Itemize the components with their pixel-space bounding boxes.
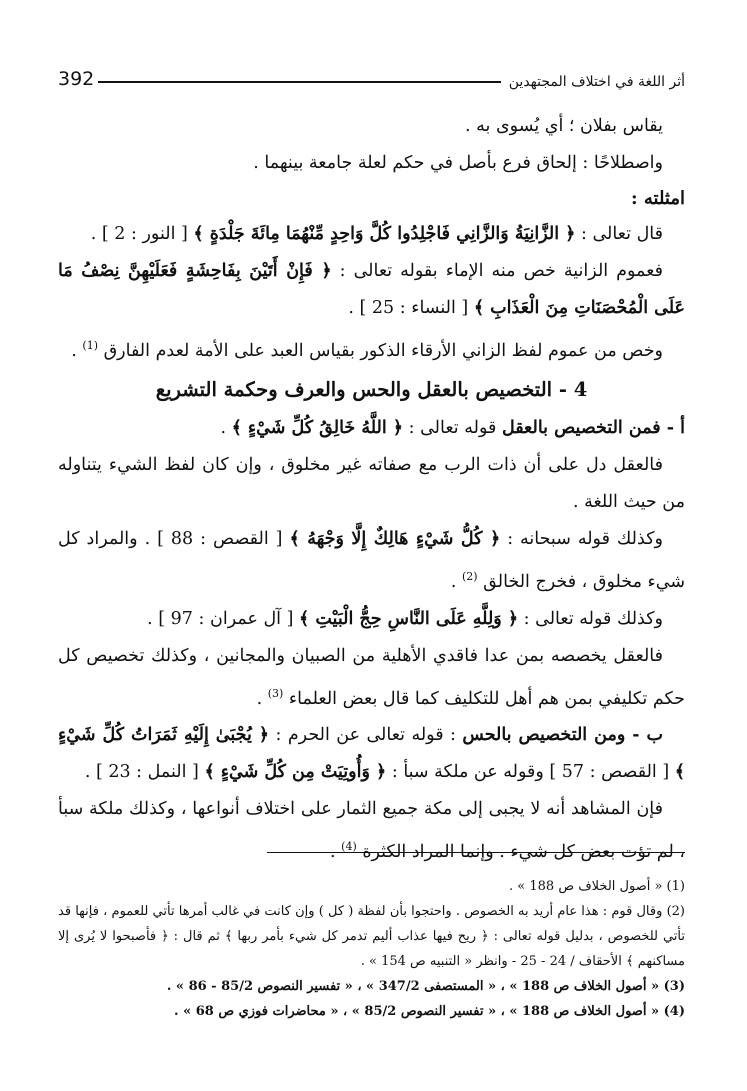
quran-verse: ﴿ الزَّانِيَةُ وَالزَّانِي فَاجْلِدُوا كُلَّ وَاحِدٍ مِّنْهُمَا مِائَةَ جَلْدَةٍ ﴾ (193, 224, 576, 244)
quran-verse: ﴿ اللَّهُ خَالِقُ كُلِّ شَيْءٍ ﴾ (231, 417, 404, 438)
section-heading: 4 - التخصيص بالعقل والحس والعرف وحكمة التشريع (155, 377, 588, 401)
footnote-marker: (4) (341, 840, 357, 854)
text: وكذلك قوله تعالى : (523, 608, 663, 629)
footnote: (2) وقال قوم : هذا عام أريد به الخصوص . واحتجوا بأن لفظة ( كل ) وإن كانت في غالب أمرها تأتي للعموم ، فإنها قد تأتي للخصوص ، بدليل قوله تعالى : ﴿ ريح فيها عذاب أليم تدمر كل شيء بأمر ربها ﴾ ثم قال : ﴿ فأصبحوا لا يُرى إلا مساكنهم ﴾ الأحقاف / 24 - 25 - وانظر « التنبيه ص 154 » . (58, 904, 685, 969)
quran-verse: ﴿ يُجْبَىٰ إِلَيْهِ ثَمَرَاتُ كُلِّ شَيْءٍ ﴾ (58, 725, 685, 783)
verse-reference: [ النور : 2 ] . (90, 224, 188, 244)
paragraph (58, 717, 685, 791)
paragraph: فالعقل يخصصه بمن عدا فاقدي الأهلية من الصبيان والمجانين ، وكذلك تخصيص كل حكم تكليفي بمن هم أهل للتكليف كما قال بعض العلماء $^{(3)}$ . (58, 645, 685, 709)
paragraph (58, 253, 685, 327)
footnote: (1) « أصول الخلاف ص 188 » . (509, 879, 685, 894)
footnote-marker: (2) (462, 569, 478, 583)
footnote: (3) « أصول الخلاف ص 188 » ، « المستصفى 347/2 » ، « تفسير النصوص 85/2 - 86 » . (166, 979, 685, 994)
quran-verse: ﴿ كُلُّ شَيْءٍ هَالِكٌ إِلَّا وَجْهَهُ ﴾ (289, 528, 501, 549)
examples-heading: امثلته : (630, 188, 685, 209)
paragraph: واصطلاحًا : إلحاق فرع بأصل في حكم لعلة جامعة بينهما . (253, 153, 663, 173)
quran-verse: ﴿ فَإِنْ أَتَيْنَ بِفَاحِشَةٍ فَعَلَيْهِنَّ نِصْفُ مَا عَلَى الْمُحْصَنَاتِ مِنَ الْعَذَابِ ﴾ (58, 261, 685, 318)
paragraph (58, 216, 685, 253)
running-title: أثر اللغة في اختلاف المجتهدين (508, 74, 685, 90)
paragraph: أ - فمن التخصيص بالعقل قوله تعالى : ﴿ اللَّهُ خَالِقُ كُلِّ شَيْءٍ ﴾ . (220, 417, 685, 438)
quran-verse: ﴿ وَأُوتِيَتْ مِن كُلِّ شَيْءٍ ﴾ (204, 762, 387, 783)
paragraph: فإن المشاهد أنه لا يجبى إلى مكة جميع الثمار على اختلاف أنواعها ، وكذلك ملكة سبأ ، لم تؤت بعض كل شيء . وإنما المراد الكثرة $^{(4)}$ . (58, 799, 685, 863)
footnote: (4) « أصول الخلاف ص 188 » ، « تفسير النصوص 85/2 » ، « محاضرات فوزي ص 68 » . (174, 1004, 685, 1019)
footnote-separator (267, 852, 685, 853)
text: [ القصص : 57 ] وقوله عن ملكة سبأ : (391, 762, 670, 783)
text: وكذلك قوله سبحانه : (507, 528, 663, 549)
verse-reference: [ النساء : 25 ] . (348, 298, 469, 318)
paragraph: وكذلك قوله سبحانه : ﴿ كُلُّ شَيْءٍ هَالِكٌ إِلَّا وَجْهَهُ ﴾ [ القصص : 88 ] . والمراد كل شيء مخلوق ، فخرج الخالق $^{(2)}$ . (58, 528, 685, 592)
footnote-marker: (1) (82, 339, 99, 352)
subsection-lead: ب - ومن التخصيص بالحس (462, 725, 663, 746)
text: وخص من عموم لفظ الزاني الأرقاء الذكور بقياس العبد على الأمة لعدم الفارق (103, 340, 663, 361)
subsection-lead: أ - فمن التخصيص بالعقل (501, 417, 685, 438)
text: قال تعالى : (581, 224, 663, 244)
footnote-marker: (3) (267, 686, 284, 700)
verse-reference: [ آل عمران : 97 ] . (147, 608, 294, 629)
main-text (58, 108, 685, 871)
paragraph: يقاس بفلان ؛ أي يُسوى به . (465, 116, 663, 136)
header-rule (98, 81, 501, 83)
paragraph: فالعقل دل على أن ذات الرب مع صفاته غير مخلوق ، وإن كان لفظ الشيء يتناوله من حيث اللغة . (58, 454, 685, 512)
page-header (58, 62, 685, 90)
text: قوله تعالى : (408, 417, 497, 438)
text: : قوله تعالى عن الحرم : (275, 725, 456, 746)
text: فالعقل يخصصه بمن عدا فاقدي الأهلية من الصبيان والمجانين ، وكذلك تخصيص كل حكم تكليفي بمن هم أهل للتكليف كما قال بعض العلماء (58, 645, 685, 709)
text: فإن المشاهد أنه لا يجبى إلى مكة جميع الثمار على اختلاف أنواعها ، وكذلك ملكة سبأ ، لم تؤت بعض كل شيء . وإنما المراد الكثرة (58, 799, 685, 863)
footnotes (58, 874, 685, 1024)
paragraph (58, 601, 685, 638)
page-number: 392 (58, 68, 95, 90)
verse-reference: [ النمل : 23 ] . (84, 762, 199, 783)
quran-verse: ﴿ وَلِلَّهِ عَلَى النَّاسِ حِجُّ الْبَيْتِ ﴾ (299, 608, 519, 629)
text: فعموم الزانية خص منه الإماء بقوله تعالى : (339, 261, 663, 281)
paragraph: وخص من عموم لفظ الزاني الأرقاء الذكور بقياس العبد على الأمة لعدم الفارق $^{(1)}$ . (71, 339, 663, 361)
text: [ القصص : 88 ] . والمراد كل شيء مخلوق ، فخرج الخالق (58, 528, 685, 592)
